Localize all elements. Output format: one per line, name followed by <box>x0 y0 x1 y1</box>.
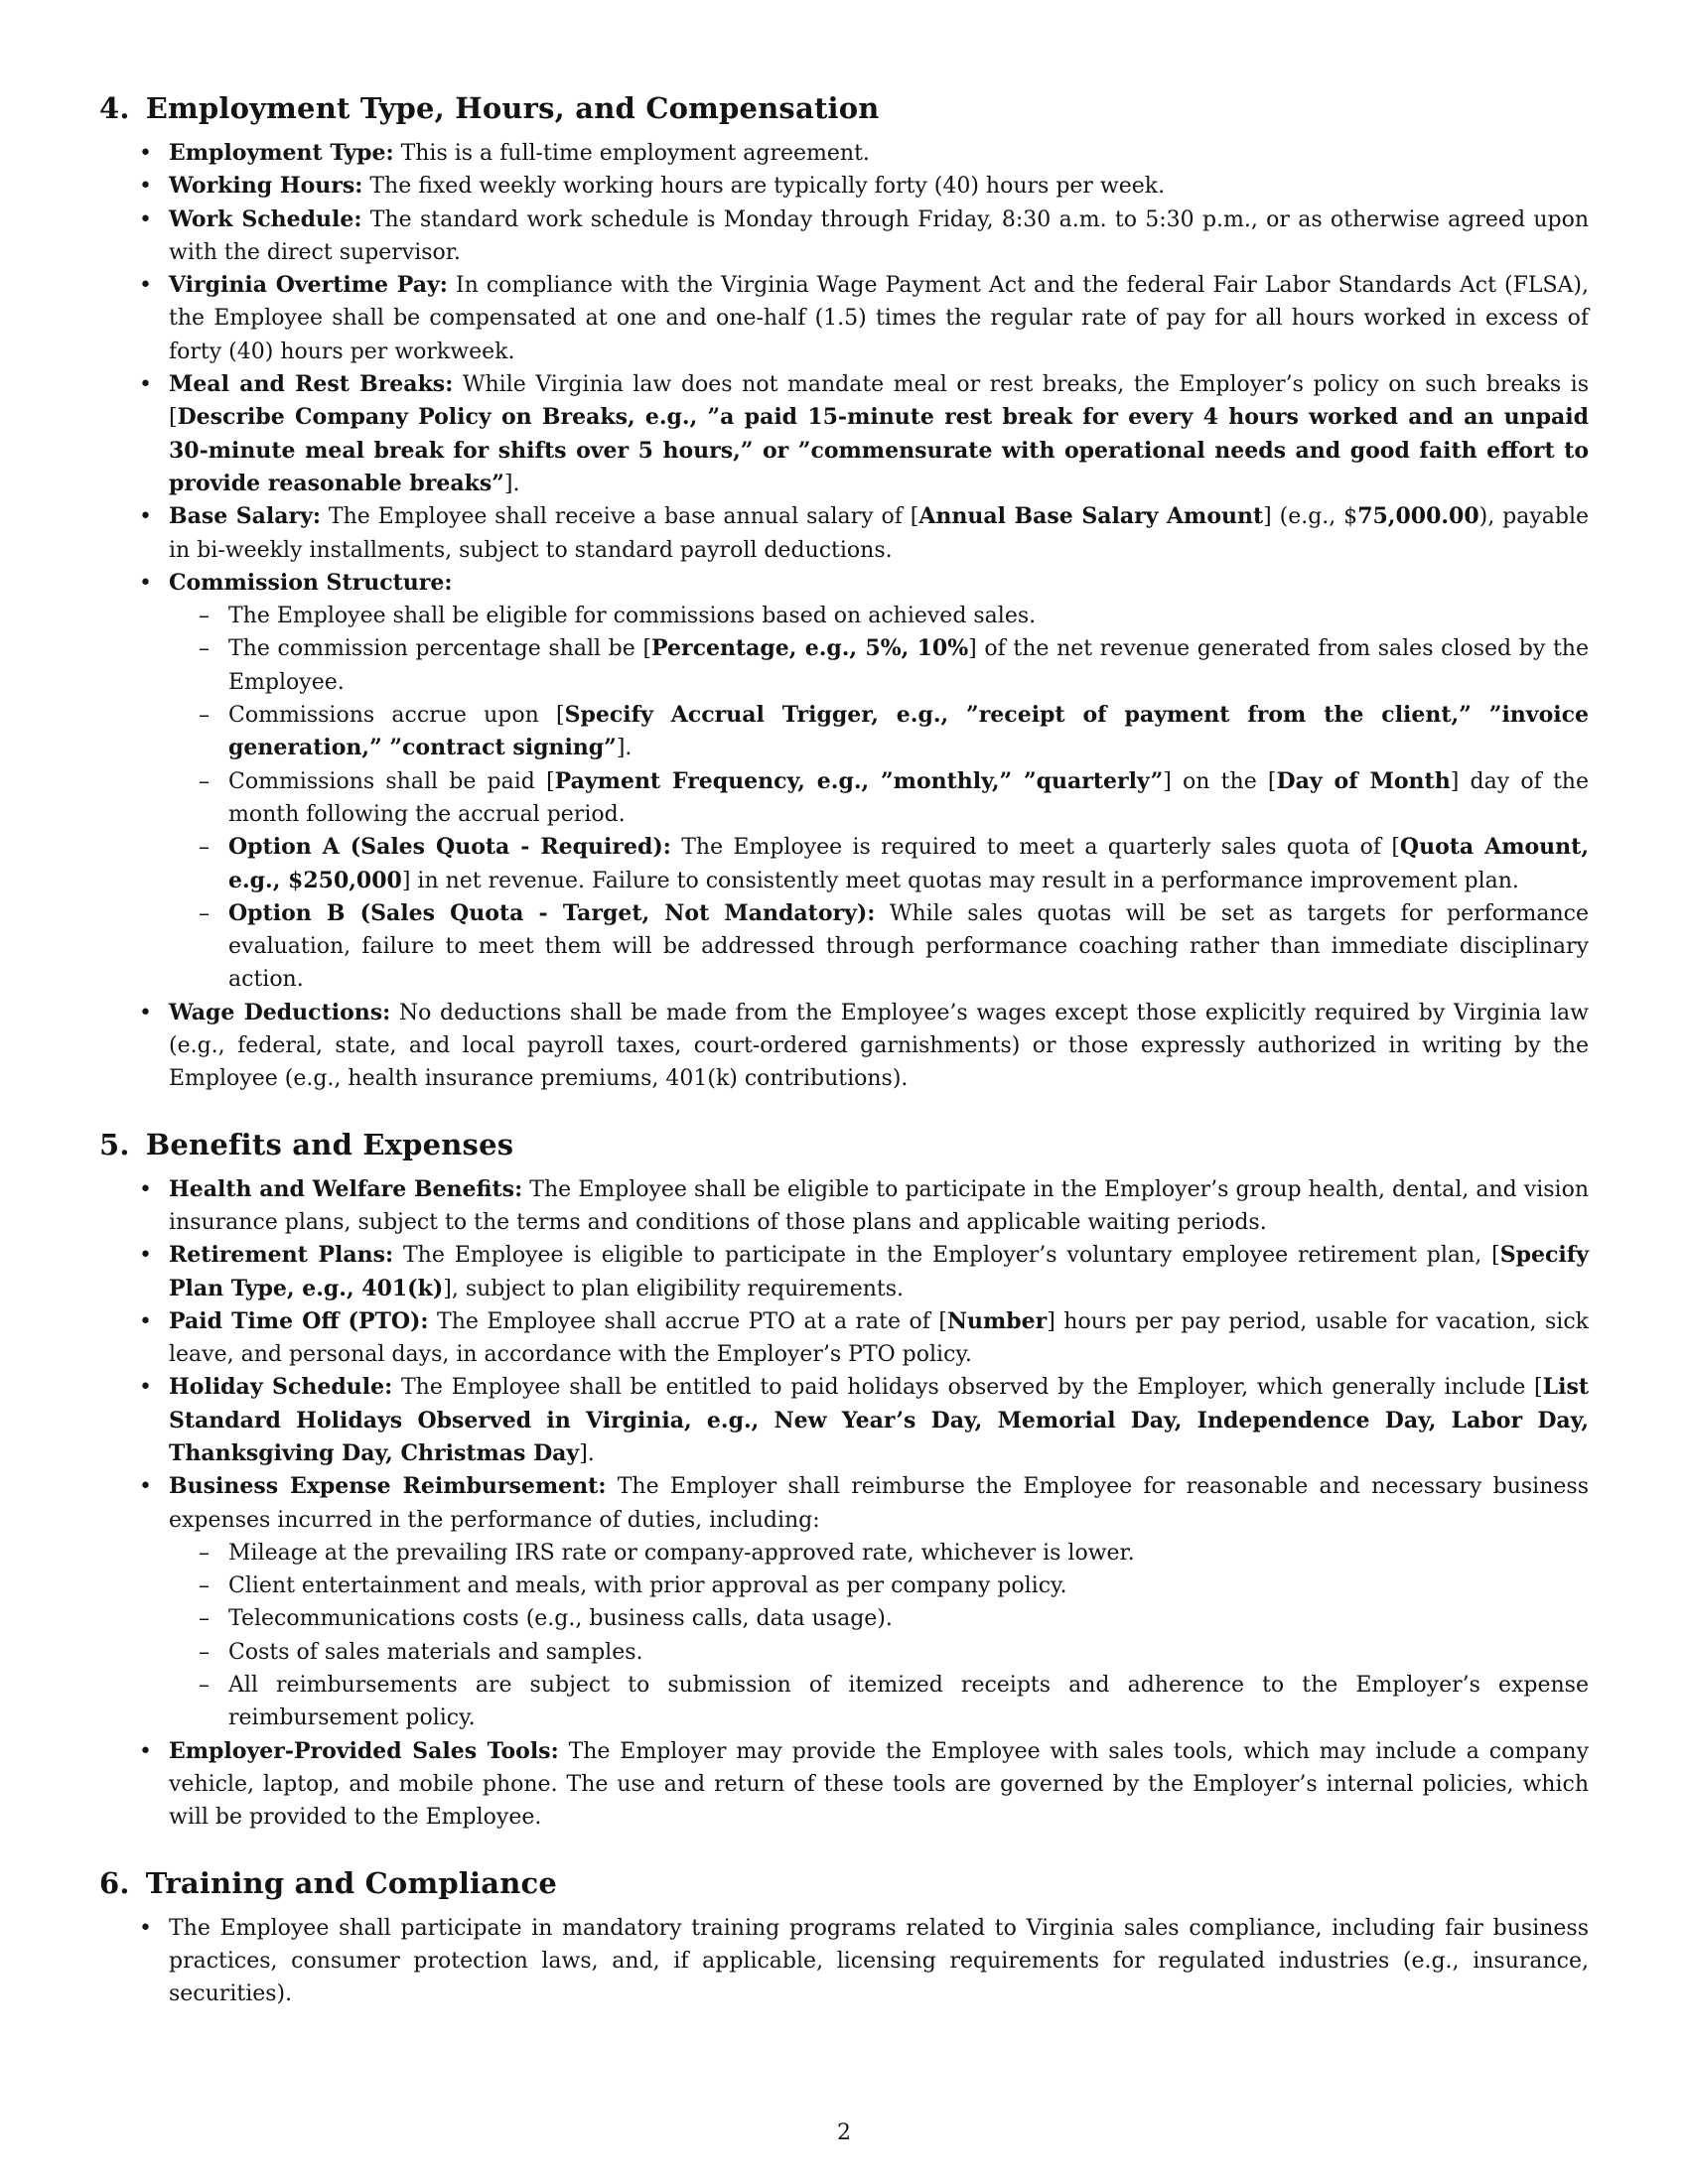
section-5 <box>99 1126 1589 1835</box>
sub-list <box>169 1537 1589 1735</box>
list-item: • Business Expense Reimbursement: The Employer shall reimburse the Employee for reasonable and necessary business expenses incurred in the performance of duties, including: – Mileage at the prevailing IRS rate or company-approved rate, whichever is lower. – Client entertainment and meals, with prior approval as per company policy. – Telecommunications costs (e.g., business calls, data usage). – Costs of sales materials and samples. – All reimbursements are subject to submission of itemized receipts and adherence to the Employer’s expense reimbursement policy. <box>169 1470 1589 1734</box>
list-item: • The Employee shall participate in mandatory training programs related to Virginia sales compliance, including fair business practices, consumer protection laws, and, if applicable, licensing requirements for regulated industries (e.g., insurance, securities). <box>169 1912 1589 2011</box>
list-item: • Wage Deductions: No deductions shall be made from the Employee’s wages except those explicitly required by Virginia law (e.g., federal, state, and local payroll taxes, court-ordered garnishments) or those expressly authorized in writing by the Employee (e.g., health insurance premiums, 401(k) contributions). <box>169 997 1589 1096</box>
list-item: • Holiday Schedule: The Employee shall be entitled to paid holidays observed by the Employer, which generally include [List Standard Holidays Observed in Virginia, e.g., New Year’s Day, Memorial Day, Independence Day, Labor Day, Thanksgiving Day, Christmas Day]. <box>169 1371 1589 1470</box>
document-page <box>99 89 1589 2115</box>
bullet-list <box>99 1912 1589 2011</box>
sub-list-item: – Option A (Sales Quota - Required): The Employee is required to meet a quarterly sales quota of [Quota Amount, e.g., $250,000] in net revenue. Failure to consistently meet quotas may result in a performance improvement plan. <box>228 831 1589 897</box>
sub-list-item: – Commissions accrue upon [Specify Accrual Trigger, e.g., ”receipt of payment from the client,” ”invoice generation,” ”contract signing”]. <box>228 699 1589 765</box>
list-item: • Employment Type: This is a full-time employment agreement. <box>169 137 1589 170</box>
list-item: • Retirement Plans: The Employee is eligible to participate in the Employer’s voluntary employee retirement plan, [Specify Plan Type, e.g., 401(k)], subject to plan eligibility requirements. <box>169 1239 1589 1305</box>
list-item: • Health and Welfare Benefits: The Employee shall be eligible to participate in the Employer’s group health, dental, and vision insurance plans, subject to the terms and conditions of those plans and applicable waiting periods. <box>169 1173 1589 1240</box>
sub-list-item: – All reimbursements are subject to submission of itemized receipts and adherence to the Employer’s expense reimbursement policy. <box>228 1669 1589 1735</box>
section-heading: 4. Employment Type, Hours, and Compensation <box>99 91 880 125</box>
list-item: • Base Salary: The Employee shall receive a base annual salary of [Annual Base Salary Amount] (e.g., $75,000.00), payable in bi-weekly installments, subject to standard payroll deductions. <box>169 500 1589 567</box>
sub-list-item: – Telecommunications costs (e.g., business calls, data usage). <box>228 1602 1589 1635</box>
bullet-list <box>99 137 1589 1096</box>
sub-list-item: – Commissions shall be paid [Payment Frequency, e.g., ”monthly,” ”quarterly”] on the [Day of Month] day of the month following the accrual period. <box>228 765 1589 832</box>
list-item: • Paid Time Off (PTO): The Employee shall accrue PTO at a rate of [Number] hours per pay period, usable for vacation, sick leave, and personal days, in accordance with the Employer’s PTO policy. <box>169 1305 1589 1372</box>
sub-list-item: – The commission percentage shall be [Percentage, e.g., 5%, 10%] of the net revenue generated from sales closed by the Employee. <box>228 632 1589 699</box>
bullet-list <box>99 1173 1589 1835</box>
sub-list-item: – The Employee shall be eligible for commissions based on achieved sales. <box>228 600 1589 632</box>
list-item: • Commission Structure: – The Employee shall be eligible for commissions based on achieved sales. – The commission percentage shall be [Percentage, e.g., 5%, 10%] of the net revenue generated from sales closed by the Employee. – Commissions accrue upon [Specify Accrual Trigger, e.g., ”receipt of payment from the client,” ”invoice generation,” ”contract signing”]. – Commissions shall be paid [Payment Frequency, e.g., ”monthly,” ”quarterly”] on the [Day of Month] day of the month following the accrual period. – Option A (Sales Quota - Required): The Employee is required to meet a quarterly sales quota of [Quota Amount, e.g., $250,000] in net revenue. Failure to consistently meet quotas may result in a performance improvement plan. – Option B (Sales Quota - Target, Not Mandatory): While sales quotas will be set as targets for performance evaluation, failure to meet them will be addressed through performance coaching rather than immediate disciplinary action. <box>169 567 1589 997</box>
page-number: 2 <box>837 2120 851 2145</box>
sub-list-item: – Client entertainment and meals, with prior approval as per company policy. <box>228 1570 1589 1602</box>
sub-list-item: – Costs of sales materials and samples. <box>228 1636 1589 1669</box>
sub-list-item: – Mileage at the prevailing IRS rate or company-approved rate, whichever is lower. <box>228 1537 1589 1570</box>
section-4 <box>99 89 1589 1096</box>
sub-list-item: – Option B (Sales Quota - Target, Not Mandatory): While sales quotas will be set as targets for performance evaluation, failure to meet them will be addressed through performance coaching rather than immediate disciplinary action. <box>228 897 1589 997</box>
sub-list <box>169 600 1589 997</box>
list-item: • Working Hours: The fixed weekly working hours are typically forty (40) hours per week. <box>169 170 1589 203</box>
section-heading: 5. Benefits and Expenses <box>99 1127 514 1161</box>
section-6 <box>99 1864 1589 2011</box>
list-item: • Virginia Overtime Pay: In compliance with the Virginia Wage Payment Act and the federal Fair Labor Standards Act (FLSA), the Employee shall be compensated at one and one-half (1.5) times the regular rate of pay for all hours worked in excess of forty (40) hours per workweek. <box>169 269 1589 368</box>
section-heading: 6. Training and Compliance <box>99 1865 558 1900</box>
list-item: • Work Schedule: The standard work schedule is Monday through Friday, 8:30 a.m. to 5:30 p.m., or as otherwise agreed upon with the direct supervisor. <box>169 204 1589 270</box>
list-item: • Meal and Rest Breaks: While Virginia law does not mandate meal or rest breaks, the Employer’s policy on such breaks is [Describe Company Policy on Breaks, e.g., ”a paid 15-minute rest break for every 4 hours worked and an unpaid 30-minute meal break for shifts over 5 hours,” or ”commensurate with operational needs and good faith effort to provide reasonable breaks”]. <box>169 368 1589 500</box>
list-item: • Employer-Provided Sales Tools: The Employer may provide the Employee with sales tools, which may include a company vehicle, laptop, and mobile phone. The use and return of these tools are governed by the Employer’s internal policies, which will be provided to the Employee. <box>169 1735 1589 1835</box>
